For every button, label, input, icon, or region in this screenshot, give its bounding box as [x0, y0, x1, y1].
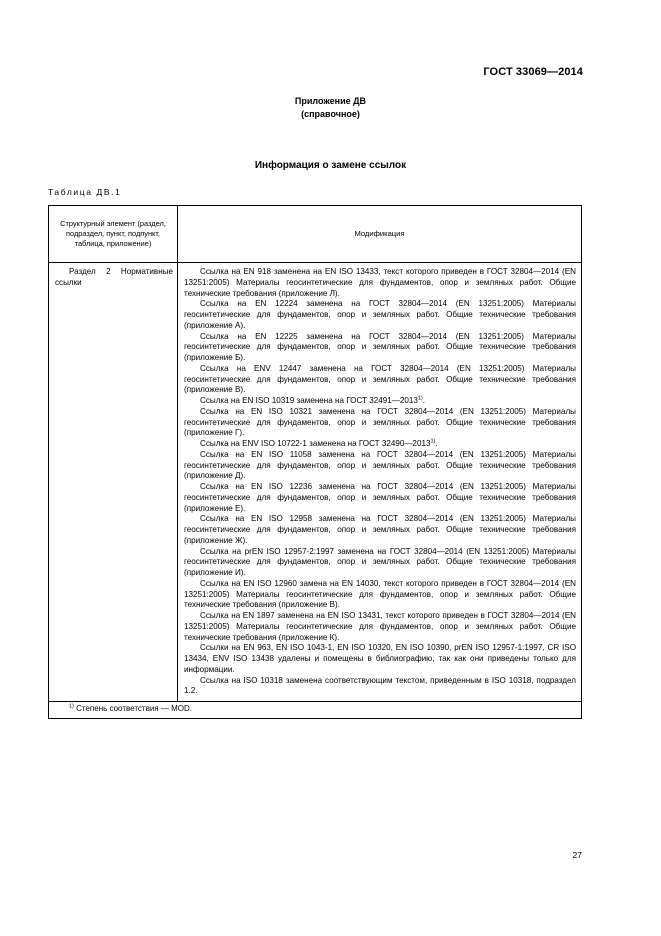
annex-title: Приложение ДВ: [294, 96, 367, 106]
modification-paragraph: Ссылка на EN ISO 11058 заменена на ГОСТ 32804—2014 (EN 13251:2005) Материалы геосинтетические для фундаментов, опор и земляных работ. Общие технические требования (приложение Д).: [184, 449, 576, 481]
modification-paragraph: Ссылка на EN 1897 заменена на EN ISO 13431, текст которого приведен в ГОСТ 32804—2014 (EN 13251:2005) Материалы геосинтетические для фундаментов, опор и земляных работ. Общие технические требования (приложение К).: [184, 611, 576, 642]
table-caption: Таблица ДВ.1: [48, 187, 122, 197]
modification-paragraph: Ссылка на EN ISO 12960 замена на EN 14030, текст которого приведен в ГОСТ 32804—2014 (EN 13251:2005) Материалы геосинтетические для фундаментов, опор и земляных работ. Общие технические требования (приложение В).: [184, 578, 576, 610]
page-number: 27: [572, 850, 582, 860]
modification-paragraph: Ссылка на EN 12225 заменена на ГОСТ 32804—2014 (EN 13251:2005) Материалы геосинтетические для фундаментов, опор и земляных работ. Общие технические требования (приложение Б).: [184, 331, 576, 362]
footnote-ref: 1): [417, 395, 423, 402]
col-header-modification: Модификация: [178, 206, 582, 263]
structural-element-text: Раздел 2 Нормативные ссылки: [55, 267, 173, 287]
modification-paragraph-footnoted: Ссылка на ENV ISO 10722-1 заменена на ГОСТ 32490—2013$^{1)}$.: [200, 438, 438, 448]
standard-code: ГОСТ 33069—2014: [483, 66, 583, 78]
footnote-text: Степень соответствия — MOD.: [76, 704, 192, 713]
modification-paragraph-footnoted: Ссылка на EN ISO 10319 заменена на ГОСТ 32491—2013$^{1)}$.: [200, 395, 425, 405]
modification-paragraph: Ссылка на ENV 12447 заменена на ГОСТ 32804—2014 (EN 13251:2005) Материалы геосинтетические для фундаментов, опор и земляных работ. Общие технические требования (приложение В).: [184, 363, 576, 395]
footnote-mark: 1): [69, 703, 74, 710]
modification-paragraph: Ссылка на EN ISO 12958 заменена на ГОСТ 32804—2014 (EN 13251:2005) Материалы геосинтетические для фундаментов, опор и земляных работ. Общие технические требования (приложение Ж).: [184, 514, 576, 545]
modification-paragraph: Ссылка на ISO 10318 заменена соответствующим текстом, приведенным в ISO 10318, подраздел 1.2.: [184, 675, 576, 696]
col-header-structural-element: Структурный элемент (раздел, подраздел, пункт, подпункт, таблица, приложение): [49, 206, 178, 263]
modification-text: Ссылка на ENV ISO 10722-1 заменена на ГОСТ 32490—2013: [200, 439, 431, 448]
references-table: [48, 205, 582, 719]
modification-paragraph: Ссылка на EN ISO 12236 заменена на ГОСТ 32804—2014 (EN 13251:2005) Материалы геосинтетические для фундаментов, опор и земляных работ. Общие технические требования (приложение Е).: [184, 482, 576, 513]
modification-paragraph: Ссылка на EN ISO 10321 заменена на ГОСТ 32804—2014 (EN 13251:2005) Материалы геосинтетические для фундаментов, опор и земляных работ. Общие технические требования (приложение Г).: [184, 406, 576, 438]
annex-subtitle: (справочное): [301, 109, 360, 119]
table-footnote: [49, 702, 582, 719]
section-title: Информация о замене ссылок: [254, 160, 407, 171]
annex-heading: [0, 95, 661, 121]
structural-element-cell: [49, 263, 178, 702]
modification-cell: [178, 263, 582, 702]
modification-text: Ссылка на EN ISO 10319 заменена на ГОСТ 32491—2013: [200, 396, 418, 405]
modification-paragraph: Ссылка на EN 918 заменена на EN ISO 13433, текст которого приведен в ГОСТ 32804—2014 (EN 13251:2005) Материалы геосинтетические для фундаментов, опор и земляных работ. Общие технические требования (приложение Л).: [184, 267, 576, 298]
modification-paragraph: Ссылка на EN 12224 заменена на ГОСТ 32804—2014 (EN 13251:2005) Материалы геосинтетические для фундаментов, опор и земляных работ. Общие технические требования (приложение А).: [184, 299, 576, 330]
footnote-ref: 1): [430, 438, 436, 445]
table-header-row: [49, 206, 582, 263]
table-footnote-row: [49, 702, 582, 719]
modification-paragraph: Ссылка на prEN ISO 12957-2:1997 заменена на ГОСТ 32804—2014 (EN 13251:2005) Материалы геосинтетические для фундаментов, опор и земляных работ. Общие технические требования (приложение И).: [184, 546, 576, 577]
table-row: [49, 263, 582, 702]
modification-paragraph: Ссылки на EN 963, EN ISO 1043-1, EN ISO 10320, EN ISO 10390, prEN ISO 12957-1:1997, CR ISO 13434, ENV ISO 13438 удалены и помещены в библиографию, так как они приведены только для информации.: [184, 643, 576, 674]
